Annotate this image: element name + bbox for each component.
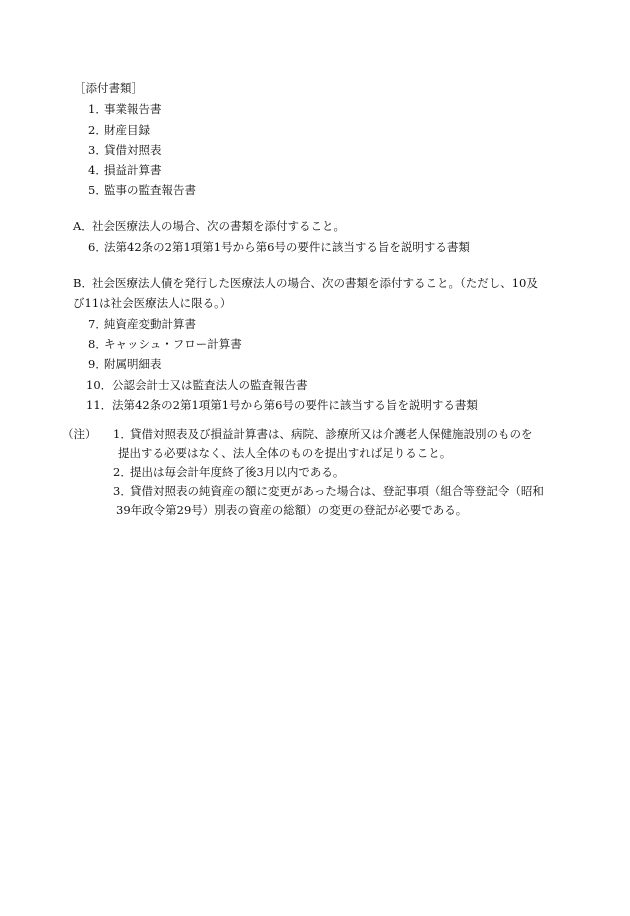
attachments-heading: ［添付書類］ bbox=[74, 81, 143, 95]
section-a-label: A． bbox=[73, 219, 93, 233]
list-item-text: 附属明細表 bbox=[104, 357, 162, 371]
note-text-line1: 貸借対照表及び損益計算書は、病院、診療所又は介護老人保健施設別のものを bbox=[130, 427, 533, 441]
note-num: 3． bbox=[113, 484, 132, 498]
notes-label: （注） bbox=[62, 427, 97, 441]
note-text-line1: 貸借対照表の純資産の額に変更があった場合は、登記事項（組合等登記令（昭和 bbox=[130, 484, 544, 498]
section-b-heading-line2: び11は社会医療法人に限る。） bbox=[73, 296, 232, 310]
note-text-line2: 提出する必要はなく、法人全体のものを提出すれば足りること。 bbox=[118, 446, 452, 460]
list-item-num: 9． bbox=[88, 357, 107, 371]
note-num: 2． bbox=[113, 465, 132, 479]
list-item-text: 監事の監査報告書 bbox=[104, 183, 196, 197]
section-b-heading-line1: 社会医療法人債を発行した医療法人の場合、次の書類を添付すること。（ただし、10及 bbox=[92, 276, 538, 290]
list-item-text: 公認会計士又は監査法人の監査報告書 bbox=[112, 378, 308, 392]
list-item-num: 3． bbox=[88, 143, 107, 157]
list-item-text: 損益計算書 bbox=[104, 163, 162, 177]
note-text-line2: 39年政令第29号）別表の資産の総額）の変更の登記が必要である。 bbox=[116, 503, 468, 517]
note-num: 1． bbox=[113, 427, 132, 441]
list-item-num: 6． bbox=[88, 240, 107, 254]
list-item-text: 事業報告書 bbox=[104, 102, 162, 116]
list-item-text: 財産目録 bbox=[104, 123, 150, 137]
list-item-text: 法第42条の2第1項第1号から第6号の要件に該当する旨を説明する書類 bbox=[112, 398, 478, 412]
note-text-line1: 提出は毎会計年度終了後3月以内である。 bbox=[130, 465, 345, 479]
list-item-text: 純資産変動計算書 bbox=[104, 317, 196, 331]
list-item-num: 4． bbox=[88, 163, 107, 177]
list-item-num: 10． bbox=[86, 378, 113, 392]
list-item-text: キャッシュ・フロー計算書 bbox=[104, 337, 242, 351]
list-item-num: 1． bbox=[88, 102, 107, 116]
list-item-text: 法第42条の2第1項第1号から第6号の要件に該当する旨を説明する書類 bbox=[104, 240, 470, 254]
list-item-text: 貸借対照表 bbox=[104, 143, 162, 157]
section-b-label: B． bbox=[73, 276, 93, 290]
list-item-num: 11． bbox=[86, 398, 113, 412]
list-item-num: 2． bbox=[88, 123, 107, 137]
list-item-num: 8． bbox=[88, 337, 107, 351]
list-item-num: 5． bbox=[88, 183, 107, 197]
section-a-heading: 社会医療法人の場合、次の書類を添付すること。 bbox=[92, 219, 345, 233]
list-item-num: 7． bbox=[88, 317, 107, 331]
